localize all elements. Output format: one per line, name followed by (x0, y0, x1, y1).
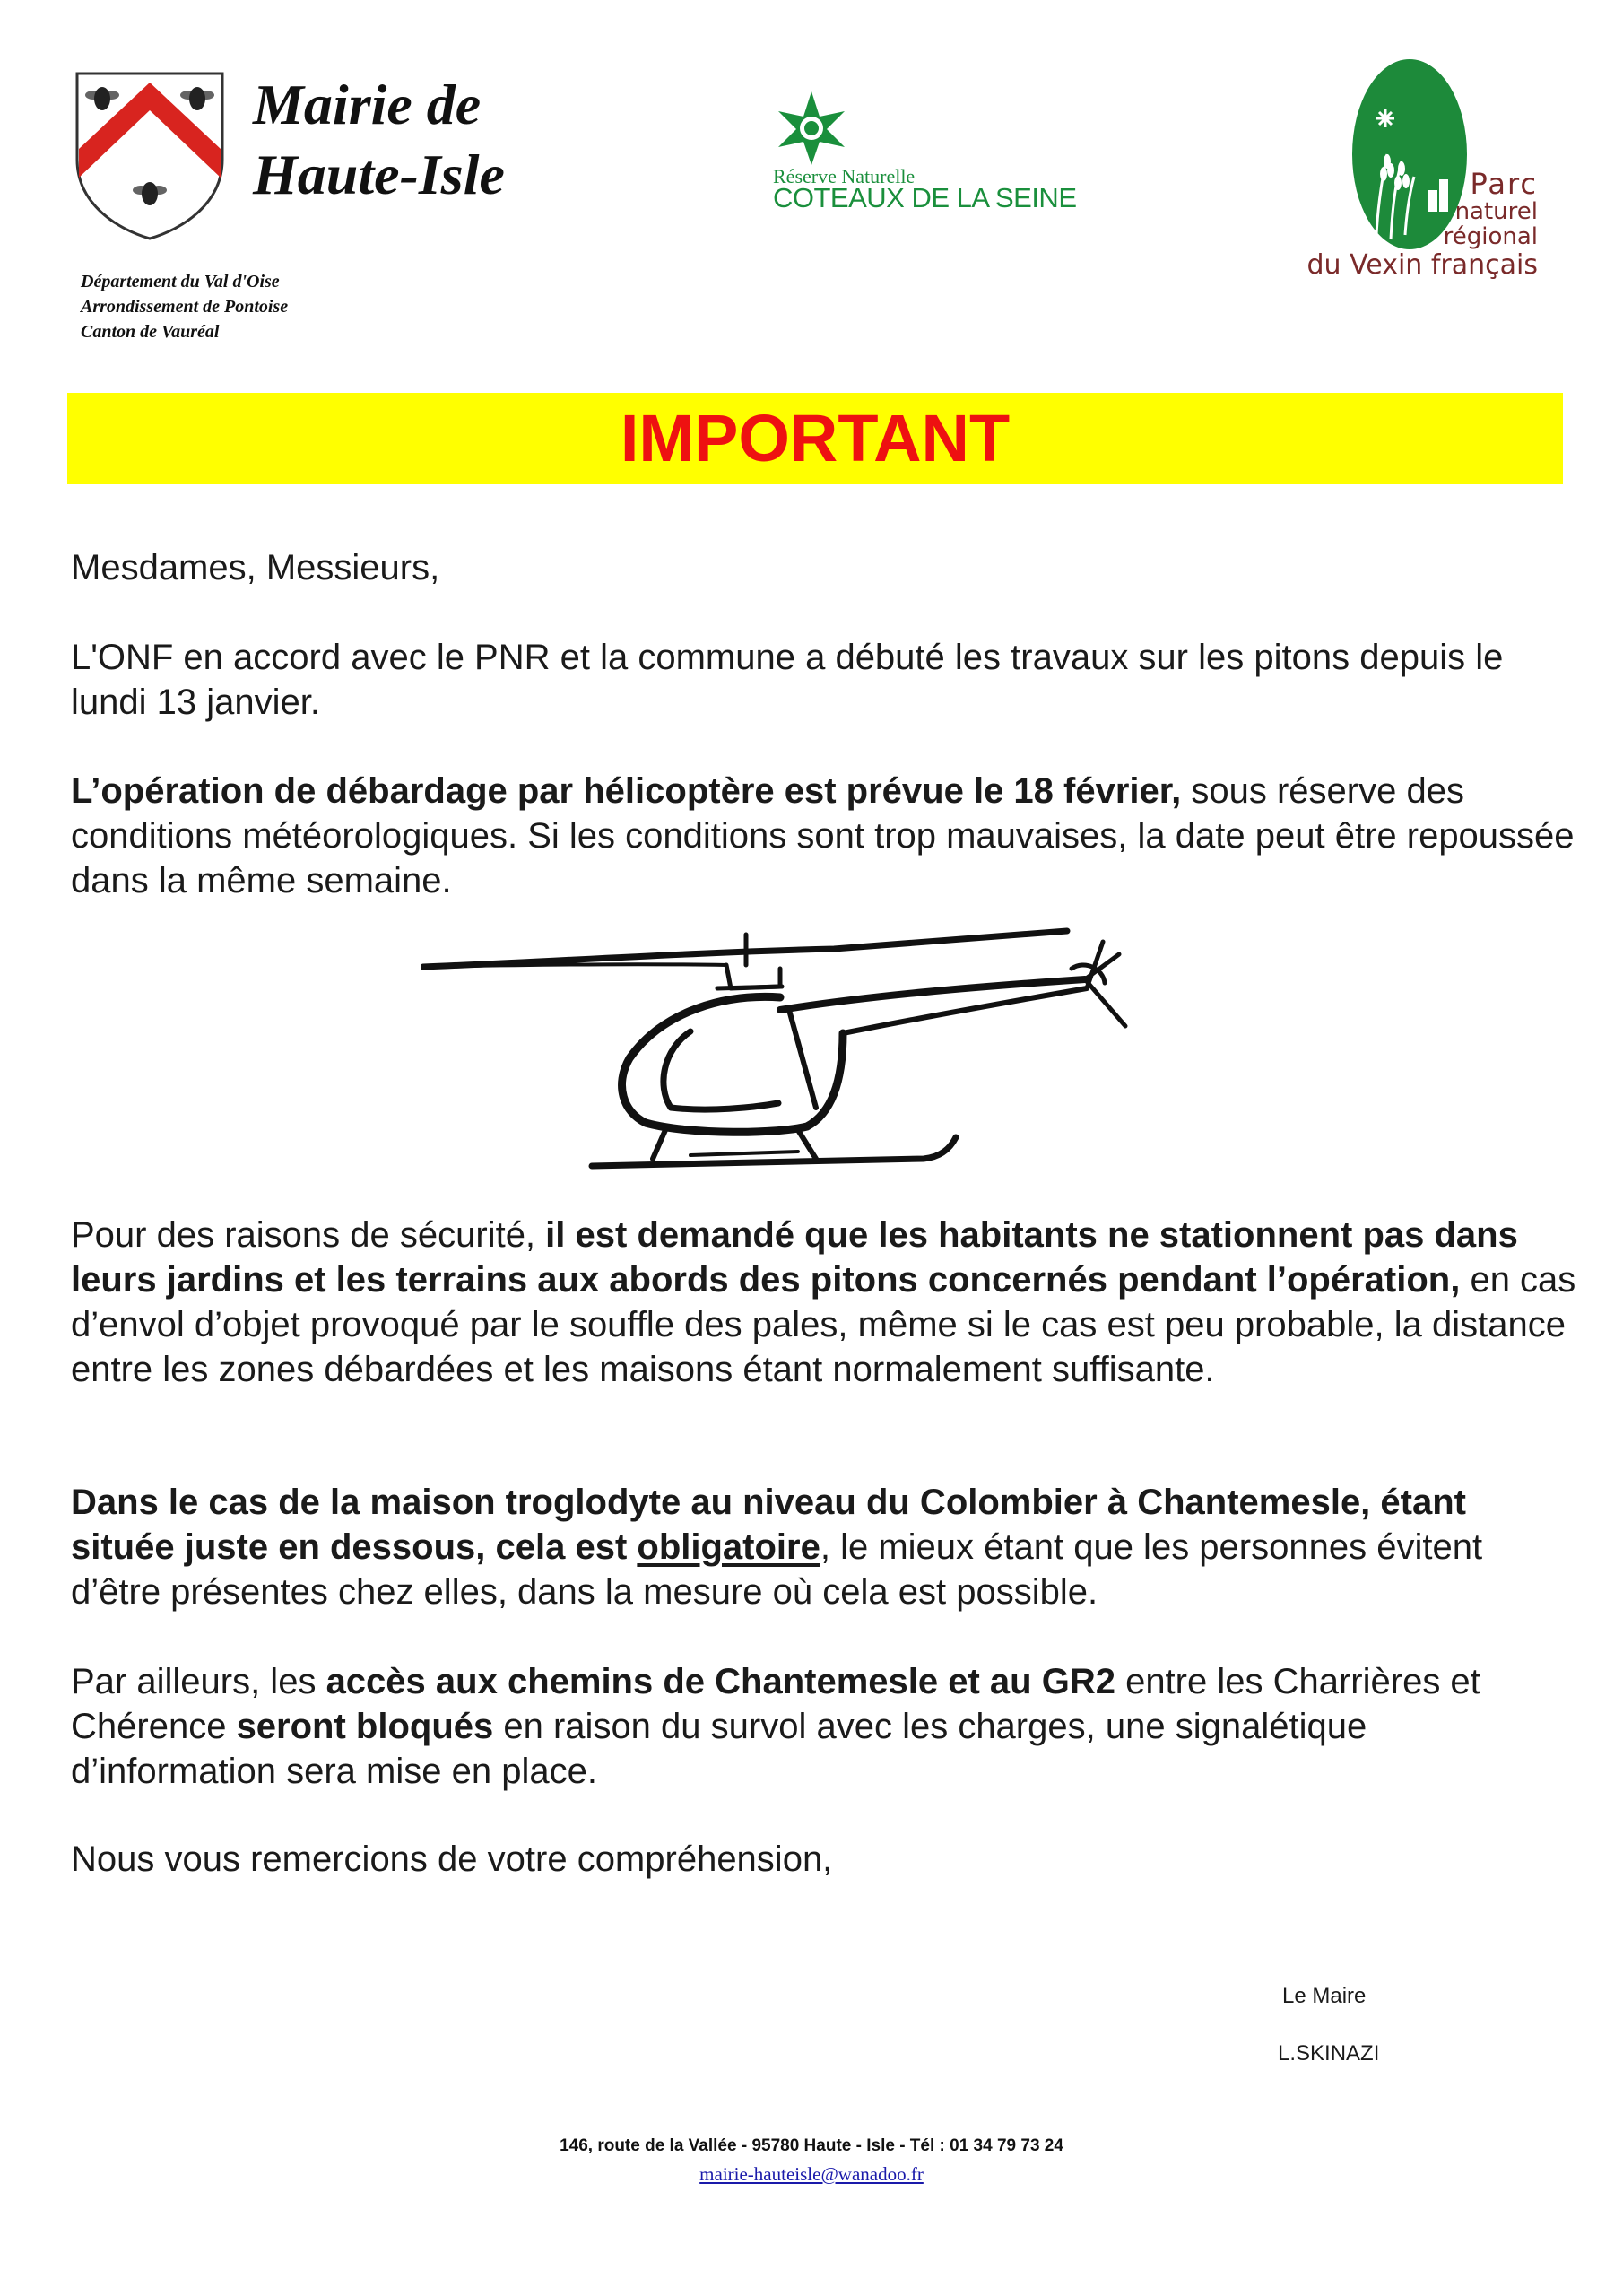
paragraph-5-bold1: accès aux chemins de Chantemesle et au GR2 (325, 1662, 1115, 1701)
helicopter-illustration (421, 924, 1130, 1184)
signature-name: L.SKINAZI (1278, 2041, 1380, 2066)
paragraph-3-rest: en cas d’envol d’objet provoqué par le souffle des pales, même si le cas est peu probable, la distance entre les zones débardées et les maisons étant normalement suffisante. (71, 1260, 1576, 1389)
reserve-star-icon (773, 90, 850, 167)
pnr-line4: du Vexin français (1306, 249, 1538, 281)
paragraph-5 (71, 1659, 1577, 1794)
canton-text: Canton de Vauréal (81, 322, 220, 342)
paragraph-2-bold: L’opération de débardage par hélicoptère est prévue le 18 février, (71, 771, 1182, 811)
important-banner (67, 393, 1563, 484)
paragraph-3-bold: il est demandé que les habitants ne stationnent pas dans leurs jardins et les terrains aux abords des pitons concernés pendant l’opération, (71, 1215, 1518, 1300)
crest-icon (74, 70, 226, 240)
banner-text: IMPORTANT (620, 401, 1011, 475)
paragraph-3-lead: Pour des raisons de sécurité, (71, 1215, 546, 1255)
paragraph-4-underline: obligatoire (637, 1527, 820, 1567)
pnr-line3: régional (1443, 223, 1538, 250)
paragraph-2-rest: sous réserve des conditions météorologiques. Si les conditions sont trop mauvaises, la date peut être repoussée dans la même semaine. (71, 771, 1575, 900)
greeting: Mesdames, Messieurs, (71, 548, 440, 587)
mairie-title-line2: Haute-Isle (253, 143, 505, 206)
signature-title: Le Maire (1282, 1984, 1367, 2008)
paragraph-4-rest: , le mieux étant que les personnes évitent d’être présentes chez elles, dans la mesure où cela est possible. (71, 1527, 1483, 1612)
paragraph-2 (71, 769, 1577, 903)
pnr-line1: Parc (1470, 167, 1538, 201)
paragraph-5-a: Par ailleurs, les (71, 1662, 326, 1701)
arrondissement-text: Arrondissement de Pontoise (81, 297, 289, 317)
mairie-title (253, 70, 505, 210)
footer-email-link[interactable]: mairie-hauteisle@wanadoo.fr (699, 2163, 924, 2185)
footer-address: 146, route de la Vallée - 95780 Haute - Isle - Tél : 01 34 79 73 24 (560, 2136, 1063, 2155)
administrative-info (81, 269, 288, 344)
paragraph-5-b: entre les Charrières et Chérence (71, 1662, 1480, 1746)
paragraph-3 (71, 1213, 1577, 1392)
pnr-label (1307, 169, 1539, 282)
paragraph-5-bold2: seront bloqués (236, 1707, 494, 1746)
departement-text: Département du Val d'Oise (81, 272, 280, 291)
reserve-label-small: Réserve Naturelle (773, 165, 916, 187)
closing: Nous vous remercions de votre compréhension, (71, 1839, 833, 1879)
paragraph-4 (71, 1480, 1577, 1614)
mairie-title-line1: Mairie de (253, 73, 482, 136)
pnr-line2: naturel (1454, 198, 1538, 225)
paragraph-5-c: en raison du survol avec les charges, une signalétique d’information sera mise en place. (71, 1707, 1367, 1791)
paragraph-4-bold: Dans le cas de la maison troglodyte au niveau du Colombier à Chantemesle, étant située juste en dessous, cela est (71, 1483, 1466, 1567)
reserve-label-big: COTEAUX DE LA SEINE (773, 182, 1077, 213)
paragraph-1: L'ONF en accord avec le PNR et la commune a débuté les travaux sur les pitons depuis le lundi 13 janvier. (71, 638, 1504, 722)
